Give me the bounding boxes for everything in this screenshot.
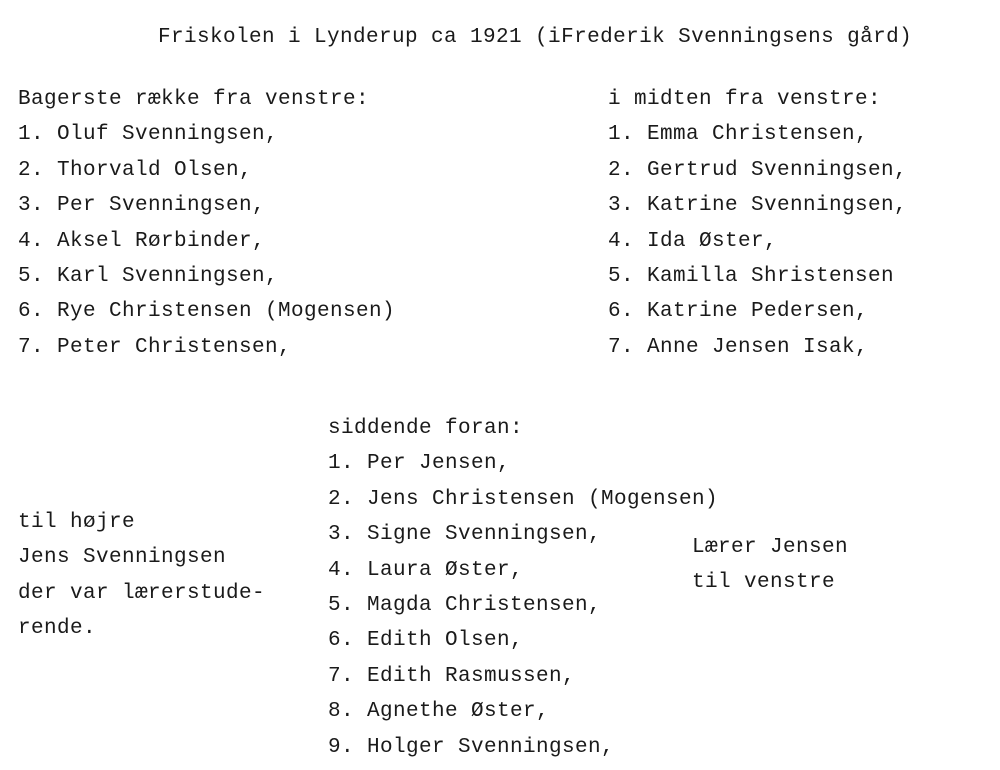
right-side-note [18, 505, 265, 647]
back-row-heading: Bagerste række fra venstre: [18, 88, 370, 111]
list-item: 3. Katrine Svenningsen, [608, 194, 908, 218]
list-item: 1. Oluf Svenningsen, [18, 123, 279, 147]
list-item: 6. Edith Olsen, [328, 629, 524, 653]
list-item: 4. Laura Øster, [328, 558, 524, 582]
list-item: 5. Magda Christensen, [328, 593, 602, 617]
front-row-list [328, 411, 718, 765]
list-item: 2. Jens Christensen (Mogensen) [328, 487, 719, 511]
list-item: 5. Kamilla Shristensen [608, 264, 895, 288]
back-row-list [18, 82, 395, 365]
teacher-note [692, 530, 848, 601]
list-item: 6. Katrine Pedersen, [608, 300, 869, 324]
note-line: rende. [18, 617, 97, 641]
list-item: 3. Per Svenningsen, [18, 194, 266, 218]
document-title: Friskolen i Lynderup ca 1921 (iFrederik Svenningsens gård) [158, 26, 913, 49]
middle-row-list [608, 82, 907, 365]
list-item: 2. Thorvald Olsen, [18, 158, 253, 182]
list-item: 1. Per Jensen, [328, 452, 511, 476]
list-item: 9. Holger Svenningsen, [328, 735, 615, 759]
list-item: 5. Karl Svenningsen, [18, 264, 279, 288]
list-item: 4. Aksel Rørbinder, [18, 229, 266, 253]
list-item: 7. Edith Rasmussen, [328, 664, 576, 688]
list-item: 1. Emma Christensen, [608, 123, 869, 147]
note-line: til venstre [692, 571, 836, 595]
note-line: til højre [18, 511, 136, 534]
middle-row-heading: i midten fra venstre: [608, 88, 882, 111]
note-line: Jens Svenningsen [18, 546, 227, 570]
note-line: Lærer Jensen [692, 536, 849, 559]
list-item: 4. Ida Øster, [608, 229, 778, 253]
list-item: 8. Agnethe Øster, [328, 700, 550, 724]
front-row-heading: siddende foran: [328, 417, 524, 440]
list-item: 6. Rye Christensen (Mogensen) [18, 300, 396, 324]
list-item: 7. Anne Jensen Isak, [608, 335, 869, 359]
list-item: 2. Gertrud Svenningsen, [608, 158, 908, 182]
note-line: der var lærerstude- [18, 581, 266, 605]
list-item: 3. Signe Svenningsen, [328, 523, 602, 547]
list-item: 7. Peter Christensen, [18, 335, 292, 359]
